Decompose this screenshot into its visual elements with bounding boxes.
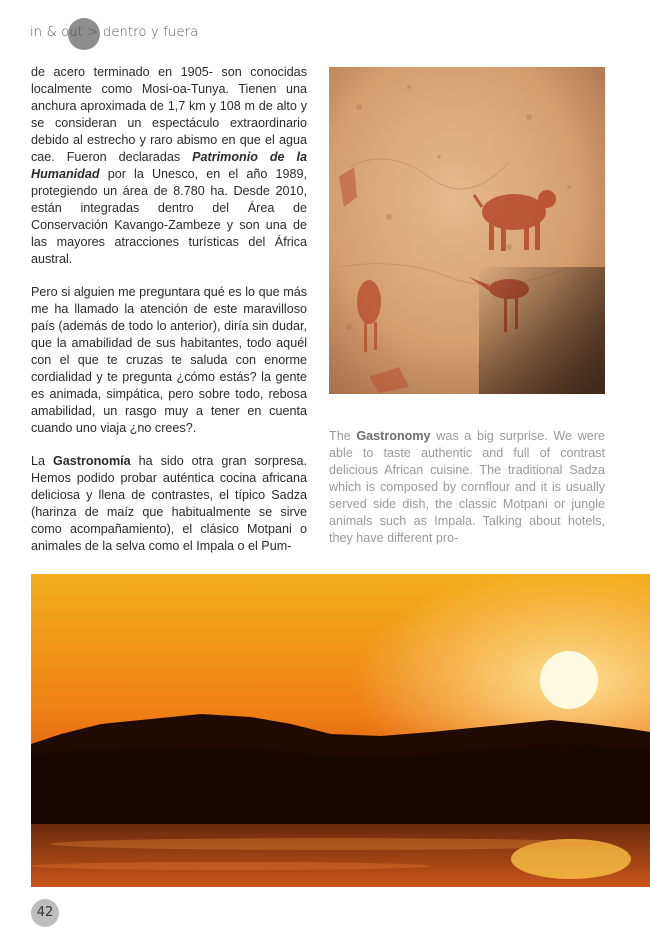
text-span: por la Unesco, en el año 1989, protegiendo un área de 8.780 ha. Desde 2010, están integradas dentro del Área de Conservación Kavango-Zambeze y son una de las mayores atracciones turísticas del África austral. — [31, 167, 307, 266]
page-number: 42 — [31, 899, 59, 927]
text-span: ha sido otra gran sorpresa. Hemos podido probar auténtica cocina africana deliciosa y llena de contrastes, el típico Sadza (harinza de maíz que habitualmente se sirve como acompañamiento), el clásico Motpani o animales de la selva como el Impala o el Pum- — [31, 454, 307, 553]
paragraph-falls — [31, 64, 307, 268]
emphasis-gastronomia: Gastronomía — [52, 454, 131, 468]
section-header — [30, 18, 280, 48]
text-span: La — [31, 454, 53, 468]
section-title: in & out > dentro y fuera — [30, 25, 199, 40]
paragraph-gastronomy-en — [329, 428, 605, 547]
english-text-column — [329, 428, 605, 547]
paragraph-gastronomy — [31, 453, 307, 555]
emphasis-heritage: Patrimonio de la Humanidad — [31, 150, 307, 181]
rock-painting-image — [329, 67, 605, 394]
text-span: was a big surprise. We were able to taste authentic and full of contrast delicious African cuisine. The traditional Sadza which is composed by cornflour and it is usually served side dish, the classic Motpani or jungle animals such as Impala. Talking about hotels, they have different pro- — [329, 429, 606, 545]
text-span: de acero terminado en 1905- son conocidas localmente como Mosi-oa-Tunya. Tienen una anchura aproximada de 1,7 km y 108 m de alto y se consideran un espectáculo extraordinario debido al estrecho y raro abismo en que el agua cae. Fueron declaradas — [31, 65, 307, 164]
sunset-image — [31, 574, 650, 887]
paragraph-people: Pero si alguien me preguntara qué es lo que más me ha llamado la atención de este maravilloso país (además de todo lo anterior), diría sin dudar, que la amabilidad de sus habitantes, todo aquél con el que te cruzas te saluda con enorme cordialidad y te pregunta ¿cómo estás? la gente es animada, simpática, pero sobre todo, rebosa amabilidad, un rasgo muy a tener en cuenta cuando uno viaja ¿no crees?. — [31, 285, 307, 435]
sun — [540, 651, 598, 709]
sunset-river-photo — [31, 574, 650, 887]
text-span: The — [329, 429, 357, 443]
spanish-text-column — [31, 64, 307, 571]
emphasis-gastronomy: Gastronomy — [356, 429, 431, 443]
rock-painting-photo — [329, 67, 605, 394]
